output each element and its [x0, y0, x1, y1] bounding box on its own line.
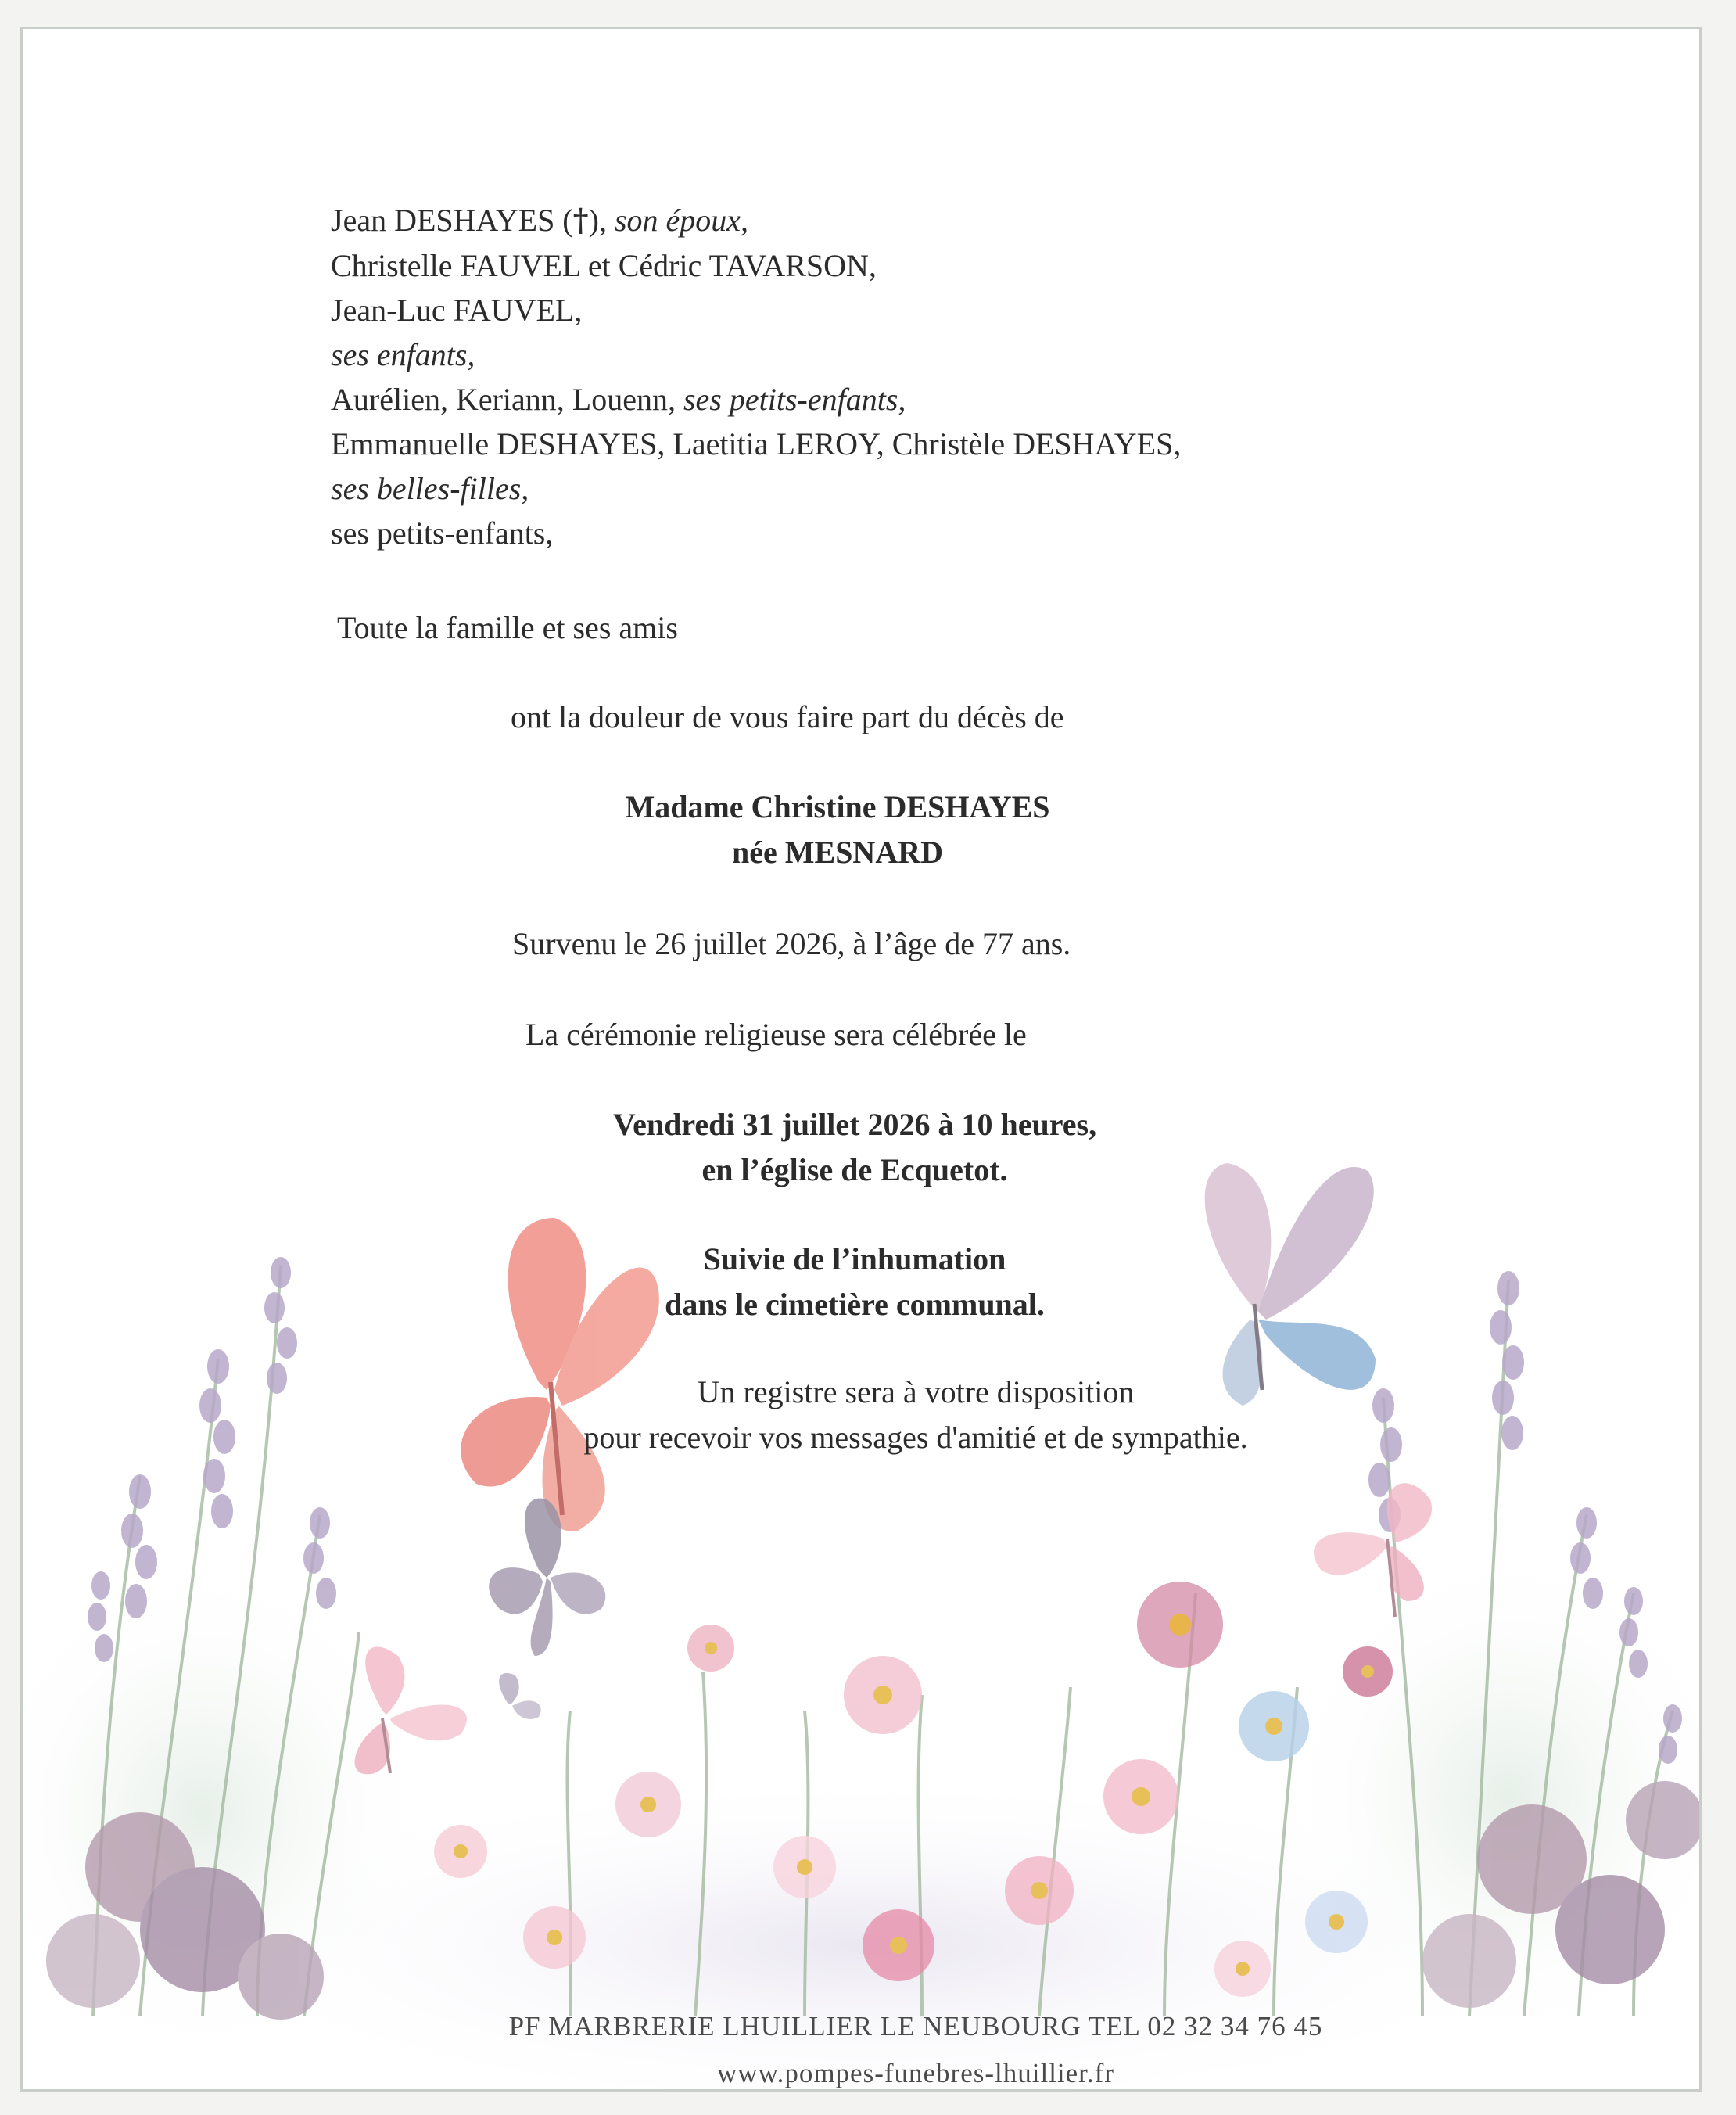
announcement-line: ont la douleur de vous faire part du décès de	[511, 699, 1064, 734]
grandchildren-role: ses petits-enfants,	[683, 382, 906, 417]
family-line-grandchildren	[331, 377, 1181, 422]
death-info: Survenu le 26 juillet 2026, à l’âge de 77 ans.	[512, 926, 1071, 961]
spouse-punct: ),	[588, 203, 607, 238]
family-line-spouse	[331, 198, 1181, 243]
register-line-2: pour recevoir vos messages d'amitié et de sympathie.	[583, 1420, 1248, 1455]
burial-line-2: dans le cimetière communal.	[665, 1287, 1045, 1322]
burial-line-1: Suivie de l’inhumation	[703, 1241, 1006, 1277]
family-list	[331, 198, 1181, 555]
family-line-daughters-in-law: Emmanuelle DESHAYES, Laetitia LEROY, Christèle DESHAYES,	[331, 426, 1182, 461]
grandchildren-names: Aurélien, Keriann, Louenn,	[331, 382, 676, 417]
children-role: ses enfants,	[331, 337, 475, 372]
announcement-card	[20, 27, 1702, 2092]
all-family-line: Toute la famille et ses amis	[337, 610, 678, 645]
footer-website: www.pompes-funebres-lhuillier.fr	[717, 2058, 1114, 2088]
ceremony-date: Vendredi 31 juillet 2026 à 10 heures,	[612, 1107, 1097, 1142]
footer-company: PF MARBRERIE LHUILLIER LE NEUBOURG TEL 02 32 34 76 45	[508, 2011, 1323, 2041]
register-line-1: Un registre sera à votre disposition	[697, 1374, 1135, 1409]
spouse-name: Jean DESHAYES (	[331, 203, 573, 238]
family-line-children-2: Jean-Luc FAUVEL,	[331, 293, 583, 328]
ceremony-place: en l’église de Ecquetot.	[701, 1152, 1008, 1187]
butterfly-small-icon	[499, 1673, 541, 1719]
daughters-in-law-role: ses belles-filles,	[331, 471, 529, 506]
family-line-more-grandchildren: ses petits-enfants,	[331, 515, 554, 551]
cross-icon: †	[572, 203, 589, 239]
family-line-children-1: Christelle FAUVEL et Cédric TAVARSON,	[331, 248, 877, 283]
deceased-maiden-name: née MESNARD	[732, 835, 943, 870]
deceased-name: Madame Christine DESHAYES	[625, 789, 1050, 824]
ceremony-intro: La cérémonie religieuse sera célébrée le	[525, 1017, 1027, 1052]
spouse-role: son époux,	[614, 203, 749, 238]
